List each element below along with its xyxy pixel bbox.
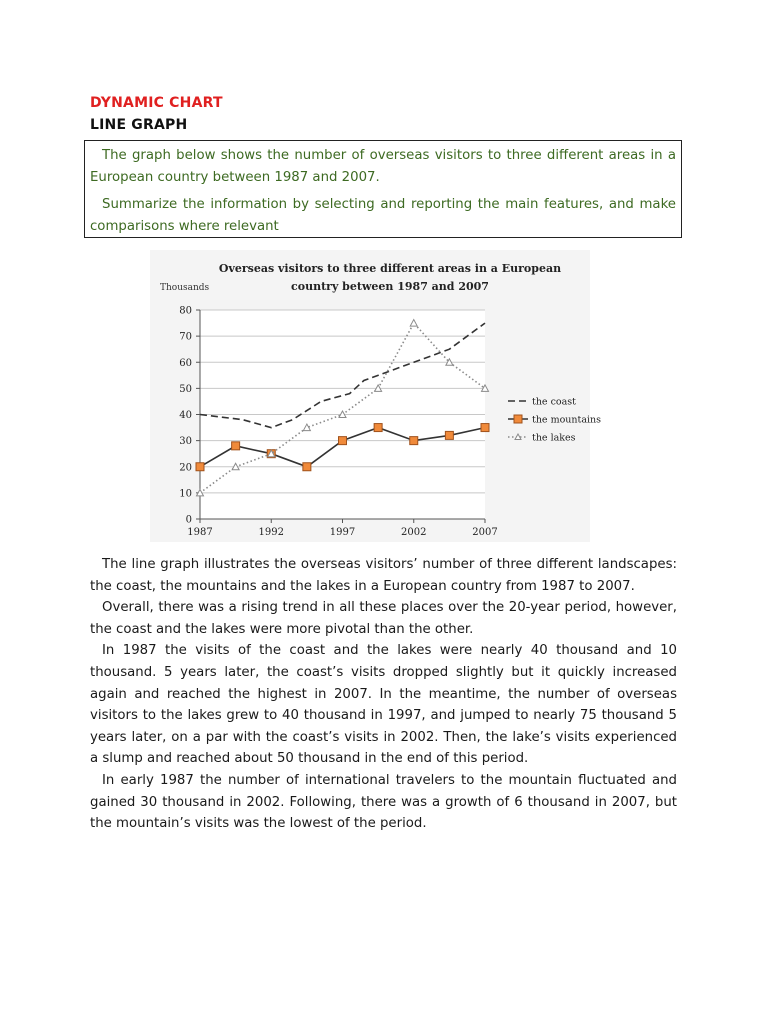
document-title: DYNAMIC CHART xyxy=(90,95,223,111)
y-tick-label: 40 xyxy=(179,410,192,421)
y-tick-label: 0 xyxy=(185,514,192,526)
line-chart-svg xyxy=(150,250,602,542)
task-box xyxy=(84,140,682,238)
chart-title: country between 1987 and 2007 xyxy=(291,280,489,293)
y-tick-label: 50 xyxy=(179,383,192,395)
task-paragraph: The graph below shows the number of overseas visitors to three different areas in a European country between 1987 and 2007. xyxy=(90,148,676,185)
series-the-mountains-point xyxy=(196,463,204,471)
x-tick-label: 2007 xyxy=(472,527,498,538)
series-the-mountains-point xyxy=(445,431,453,439)
x-tick-label: 2002 xyxy=(401,527,427,538)
y-tick-label: 20 xyxy=(179,462,192,474)
essay-body xyxy=(90,554,677,835)
y-tick-label: 70 xyxy=(179,331,192,343)
line-chart xyxy=(150,250,602,542)
series-the-mountains-point xyxy=(481,424,489,432)
series-the-mountains-point xyxy=(410,437,418,445)
series-the-mountains-point xyxy=(232,442,240,450)
series-the-mountains-point xyxy=(303,463,311,471)
task-paragraph: Summarize the information by selecting and reporting the main features, and make comparisons where relevant xyxy=(90,197,676,234)
legend-the-mountains-marker xyxy=(514,415,522,423)
legend-the-mountains-label: the mountains xyxy=(532,414,602,426)
series-the-mountains-point xyxy=(374,424,382,432)
legend-the-coast-label: the coast xyxy=(532,396,576,408)
y-tick-label: 30 xyxy=(179,436,192,448)
document-subtitle: LINE GRAPH xyxy=(90,117,188,133)
essay-paragraph: In 1987 the visits of the coast and the lakes were nearly 40 thousand and 10 thousand. 5 years later, the coast’s visits dropped slightly but it quickly increased again and reached the highest in 2007. In the meantime, the number of overseas visitors to the lakes grew to 40 thousand in 1997, and jumped to nearly 75 thousand 5 years later, on a par with the coast’s visits in 2002. Then, the lake’s visits experienced a slump and reached about 50 thousand in the end of this period. xyxy=(90,643,677,767)
essay-paragraph: The line graph illustrates the overseas visitors’ number of three different landscapes: the coast, the mountains and the lakes in a European country from 1987 to 2007. xyxy=(90,557,677,594)
y-tick-label: 80 xyxy=(179,305,192,317)
y-tick-label: 10 xyxy=(179,488,192,500)
x-tick-label: 1997 xyxy=(329,527,356,538)
essay-paragraph: Overall, there was a rising trend in all these places over the 20-year period, however, the coast and the lakes were more pivotal than the other. xyxy=(90,600,677,637)
series-the-mountains-point xyxy=(339,437,347,445)
y-tick-label: 60 xyxy=(179,357,192,369)
y-axis-label: Thousands xyxy=(160,283,210,293)
chart-title: Overseas visitors to three different areas in a European xyxy=(218,262,562,275)
essay-paragraph: In early 1987 the number of international travelers to the mountain fluctuated and gained 30 thousand in 2002. Following, there was a growth of 6 thousand in 2007, but the mountain’s visits was the lowest of the period. xyxy=(90,772,677,832)
x-tick-label: 1992 xyxy=(258,527,284,538)
legend-the-lakes-label: the lakes xyxy=(532,432,576,444)
x-tick-label: 1987 xyxy=(187,527,213,538)
